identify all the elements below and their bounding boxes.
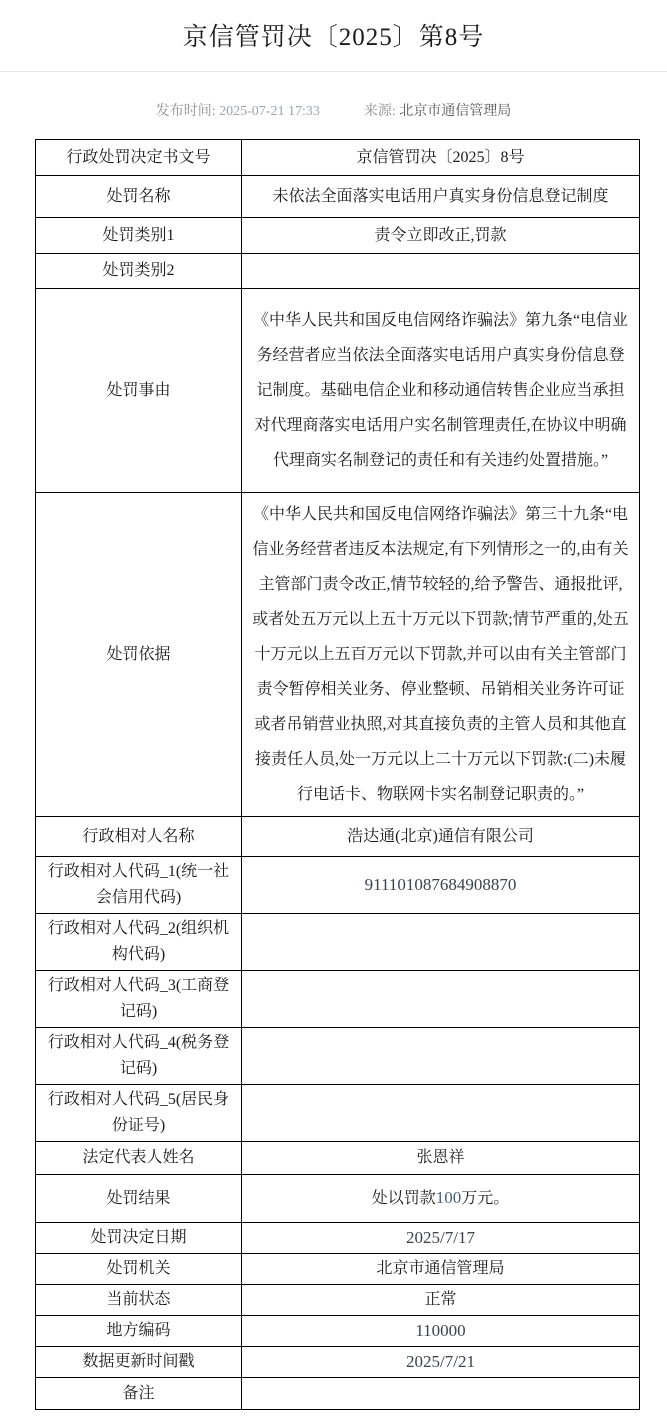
row-value: 张恩祥 [242,1142,640,1175]
table-row-party-code-3 [36,971,640,1028]
table-row-penalty-result [36,1175,640,1223]
publish-time [156,100,320,120]
row-label: 处罚依据 [36,493,242,817]
row-label: 处罚类别1 [36,218,242,254]
row-value [242,1175,640,1223]
penalty-table [35,139,640,1410]
row-value: 浩达通(北京)通信有限公司 [242,817,640,857]
row-value [242,1085,640,1142]
table-row-penalty-reason [36,289,640,493]
row-value [242,914,640,971]
row-label: 当前状态 [36,1285,242,1316]
table-row-party-code-4 [36,1028,640,1085]
table-row-decision-date [36,1223,640,1254]
row-label: 处罚决定日期 [36,1223,242,1254]
table-row-party-name [36,817,640,857]
row-value [242,1378,640,1410]
row-label: 行政相对人代码_5(居民身份证号) [36,1085,242,1142]
source-label: 来源: [363,103,396,119]
table-row-penalty-category-2 [36,254,640,289]
row-label: 处罚机关 [36,1254,242,1285]
row-label: 处罚名称 [36,176,242,218]
row-label: 行政相对人代码_2(组织机构代码) [36,914,242,971]
table-row-penalty-name [36,176,640,218]
row-value [242,1028,640,1085]
table-row-remarks [36,1378,640,1410]
row-value: 911101087684908870 [242,857,640,914]
row-label: 法定代表人姓名 [36,1142,242,1175]
row-value [242,254,640,289]
penalty-result-prefix: 处以罚款 [371,1190,436,1207]
row-value: 北京市通信管理局 [242,1254,640,1285]
row-label: 行政相对人代码_3(工商登记码) [36,971,242,1028]
publish-time-label: 发布时间: [155,103,216,119]
table-row-region-code [36,1316,640,1347]
row-value [242,971,640,1028]
row-value: 2025/7/17 [242,1223,640,1254]
source-value: 北京市通信管理局 [399,103,512,119]
table-row-data-update-timestamp [36,1347,640,1378]
row-value: 正常 [242,1285,640,1316]
table-row-penalty-category-1 [36,218,640,254]
row-label: 行政处罚决定书文号 [36,140,242,176]
row-label: 处罚结果 [36,1175,242,1223]
table-row-legal-representative [36,1142,640,1175]
table-row-party-code-2 [36,914,640,971]
source [364,100,511,120]
row-value: 京信管罚决〔2025〕8号 [242,140,640,176]
table-row-penalty-authority [36,1254,640,1285]
table-row-document-number [36,140,640,176]
row-label: 行政相对人代码_4(税务登记码) [36,1028,242,1085]
table-row-penalty-basis [36,493,640,817]
row-label: 备注 [36,1378,242,1410]
table-row-party-code-5 [36,1085,640,1142]
row-value: 110000 [242,1316,640,1347]
table-row-current-status [36,1285,640,1316]
meta-bar [0,80,667,139]
publish-time-value: 2025-07-21 17:33 [219,103,320,119]
row-value: 2025/7/21 [242,1347,640,1378]
row-label: 行政相对人代码_1(统一社会信用代码) [36,857,242,914]
bottom-whitespace [0,1410,667,1422]
row-label: 行政相对人名称 [36,817,242,857]
header-divider [0,71,667,72]
row-label: 处罚类别2 [36,254,242,289]
row-value: 《中华人民共和国反电信网络诈骗法》第三十九条“电信业务经营者违反本法规定,有下列情形之一的,由有关主管部门责令改正,情节较轻的,给予警告、通报批评,或者处五万元以上五十万元以下罚款;情节严重的,处五十万元以上五百万元以下罚款,并可以由有关主管部门责令暂停相关业务、停业整顿、吊销相关业务许可证或者吊销营业执照,对其直接负责的主管人员和其他直接责任人员,处一万元以上二十万元以下罚款:(二)未履行电话卡、物联网卡实名制登记职责的。” [242,493,640,817]
row-label: 数据更新时间戳 [36,1347,242,1378]
row-value: 责令立即改正,罚款 [242,218,640,254]
row-value: 《中华人民共和国反电信网络诈骗法》第九条“电信业务经营者应当依法全面落实电话用户真实身份信息登记制度。基础电信企业和移动通信转售企业应当承担对代理商落实电话用户实名制管理责任,在协议中明确代理商实名制登记的责任和有关违约处置措施。” [242,289,640,493]
row-label: 处罚事由 [36,289,242,493]
table-row-party-code-1 [36,857,640,914]
penalty-result-amount: 100 [435,1188,462,1207]
page-title: 京信管罚决〔2025〕第8号 [182,24,485,51]
row-value: 未依法全面落实电话用户真实身份信息登记制度 [242,176,640,218]
row-label: 地方编码 [36,1316,242,1347]
penalty-result-suffix: 万元。 [461,1190,510,1207]
